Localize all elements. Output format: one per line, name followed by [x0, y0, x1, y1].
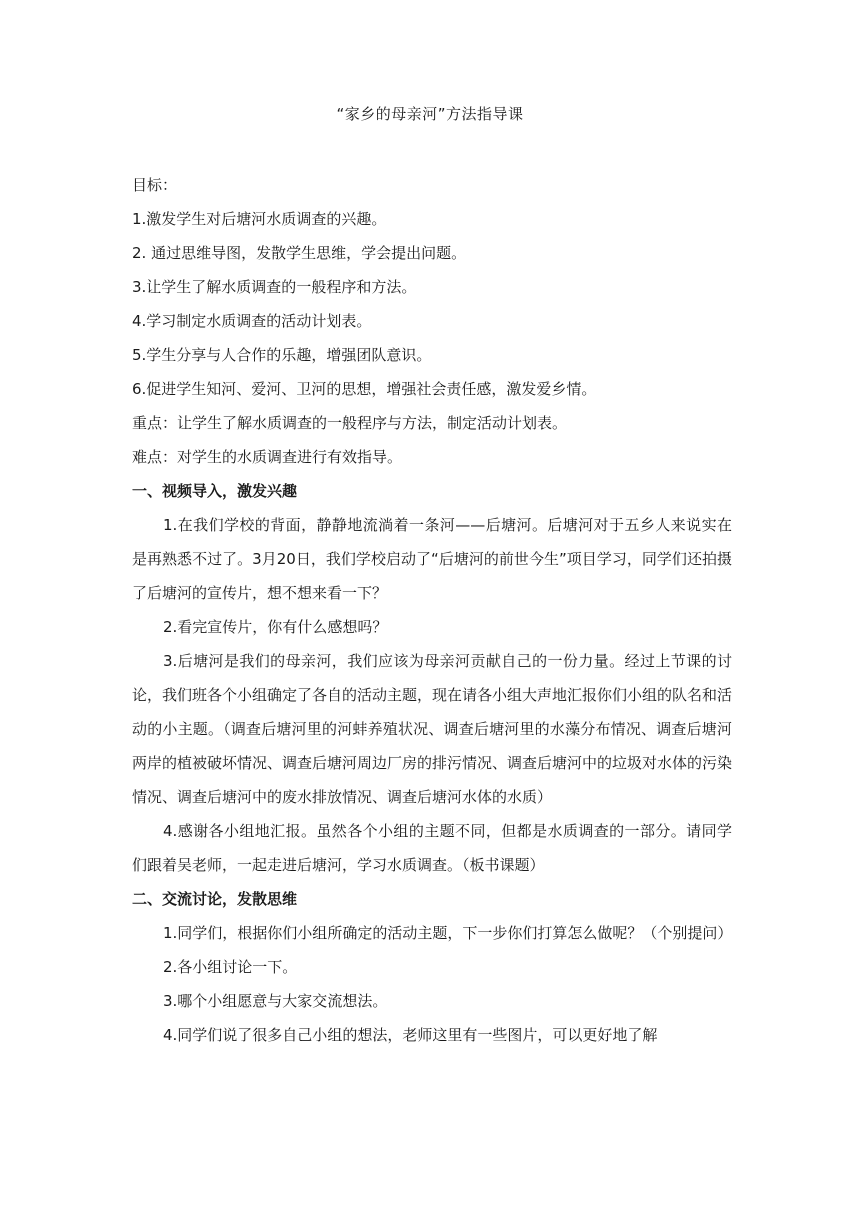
goal-item: 4.学习制定水质调查的活动计划表。: [132, 312, 372, 330]
section-heading: 一、视频导入，激发兴趣: [132, 482, 298, 500]
goal-item: 6.促进学生知河、爱河、卫河的思想，增强社会责任感，激发爱乡情。: [132, 380, 597, 398]
section-paragraph: 2.看完宣传片，你有什么感想吗？: [163, 618, 388, 636]
section-paragraph: 4.感谢各小组地汇报。虽然各个小组的主题不同，但都是水质调查的一部分。请同学们跟着吴老师，一起走进后塘河，学习水质调查。（板书课题）: [132, 822, 732, 874]
section-paragraph: 2.各小组讨论一下。: [163, 958, 298, 976]
difficulty: 难点：对学生的水质调查进行有效指导。: [132, 448, 403, 466]
section-paragraph: 1.在我们学校的背面，静静地流淌着一条河——后塘河。后塘河对于五乡人来说实在是再熟悉不过了。3月20日，我们学校启动了“后塘河的前世今生”项目学习，同学们还拍摄了后塘河的宣传片，想不想来看一下？: [132, 516, 732, 602]
section-paragraph: 3.哪个小组愿意与大家交流想法。: [163, 992, 388, 1010]
goal-item: 5.学生分享与人合作的乐趣，增强团队意识。: [132, 346, 432, 364]
document-title: “家乡的母亲河”方法指导课: [336, 105, 524, 123]
section-paragraph: 1.同学们，根据你们小组所确定的活动主题，下一步你们打算怎么做呢？（个别提问）: [163, 924, 733, 942]
goal-item: 1.激发学生对后塘河水质调查的兴趣。: [132, 210, 387, 228]
goals-label: 目标：: [132, 176, 178, 194]
document-body: [132, 168, 732, 1052]
goal-item: 3.让学生了解水质调查的一般程序和方法。: [132, 278, 417, 296]
section-heading: 二、交流讨论，发散思维: [132, 890, 298, 908]
key-point: 重点：让学生了解水质调查的一般程序与方法，制定活动计划表。: [132, 414, 568, 432]
section-paragraph: 4.同学们说了很多自己小组的想法，老师这里有一些图片，可以更好地了解: [163, 1026, 658, 1044]
section-paragraph: 3.后塘河是我们的母亲河，我们应该为母亲河贡献自己的一份力量。经过上节课的讨论，我们班各个小组确定了各自的活动主题，现在请各小组大声地汇报你们小组的队名和活动的小主题。（调查后塘河里的河蚌养殖状况、调查后塘河里的水藻分布情况、调查后塘河两岸的植被破坏情况、调查后塘河周边厂房的排污情况、调查后塘河中的垃圾对水体的污染情况、调查后塘河中的废水排放情况、调查后塘河水体的水质）: [132, 652, 733, 806]
goal-item: 2. 通过思维导图，发散学生思维，学会提出问题。: [132, 244, 467, 262]
